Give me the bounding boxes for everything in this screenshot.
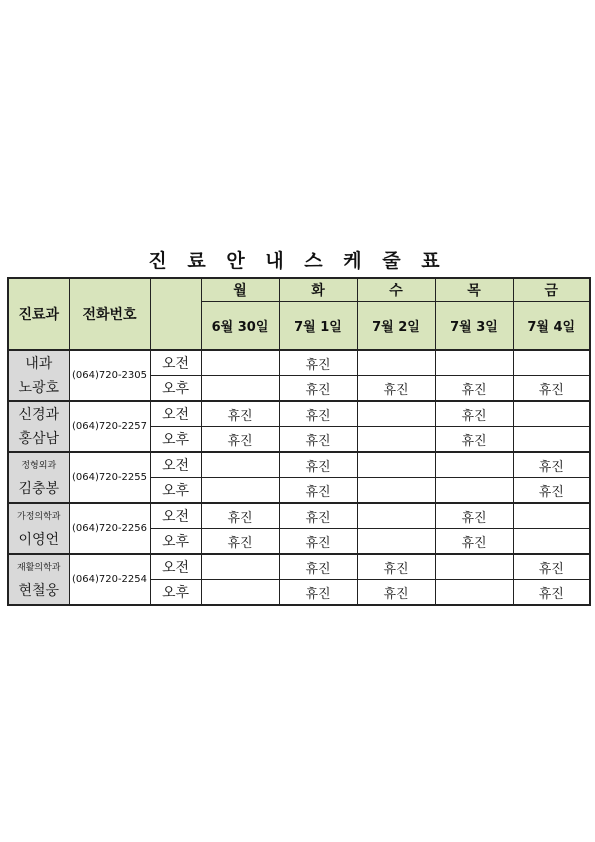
am-label: 오전 <box>150 401 201 427</box>
schedule-cell: 휴진 <box>357 554 435 580</box>
schedule-cell: 휴진 <box>279 376 357 402</box>
schedule-cell <box>513 427 590 453</box>
schedule-cell: 휴진 <box>279 350 357 376</box>
doctor-name: 홍삼남 <box>18 430 60 447</box>
schedule-cell <box>201 554 279 580</box>
header-day: 월 <box>201 278 279 302</box>
phone-number: (064)720-2257 <box>69 401 150 452</box>
am-label: 오전 <box>150 350 201 376</box>
header-day: 화 <box>279 278 357 302</box>
schedule-cell: 휴진 <box>279 427 357 453</box>
schedule-cell: 휴진 <box>435 529 513 555</box>
doctor-name: 노광호 <box>18 379 60 396</box>
table-row <box>8 401 590 427</box>
header-phone: 전화번호 <box>69 278 150 350</box>
schedule-cell <box>513 350 590 376</box>
schedule-cell <box>435 478 513 504</box>
schedule-cell <box>513 503 590 529</box>
schedule-cell: 휴진 <box>435 376 513 402</box>
schedule-cell: 휴진 <box>279 452 357 478</box>
phone-number: (064)720-2255 <box>69 452 150 503</box>
header-date: 7월 4일 <box>513 302 590 351</box>
schedule-cell: 휴진 <box>279 554 357 580</box>
schedule-cell <box>357 529 435 555</box>
doctor-cell <box>8 554 69 605</box>
doctor-name: 이영언 <box>18 531 60 548</box>
schedule-cell: 휴진 <box>279 401 357 427</box>
schedule-cell <box>357 350 435 376</box>
header-date: 7월 1일 <box>279 302 357 351</box>
am-label: 오전 <box>150 503 201 529</box>
schedule-cell <box>201 580 279 606</box>
doctor-cell <box>8 350 69 401</box>
schedule-cell <box>357 452 435 478</box>
header-day: 금 <box>513 278 590 302</box>
doctor-cell <box>8 452 69 503</box>
phone-number: (064)720-2305 <box>69 350 150 401</box>
schedule-cell <box>435 554 513 580</box>
header-date: 7월 3일 <box>435 302 513 351</box>
schedule-cell <box>201 478 279 504</box>
schedule-cell: 휴진 <box>435 427 513 453</box>
schedule-cell <box>513 401 590 427</box>
am-label: 오전 <box>150 452 201 478</box>
pm-label: 오후 <box>150 427 201 453</box>
schedule-cell: 휴진 <box>513 580 590 606</box>
schedule-cell <box>201 376 279 402</box>
header-dept: 진료과 <box>8 278 69 350</box>
doctor-cell <box>8 503 69 554</box>
schedule-cell: 휴진 <box>201 427 279 453</box>
schedule-cell <box>435 580 513 606</box>
pm-label: 오후 <box>150 376 201 402</box>
schedule-cell <box>201 452 279 478</box>
dept-label: 신경과 <box>18 406 60 423</box>
table-row <box>8 452 590 478</box>
schedule-cell <box>357 427 435 453</box>
dept-label: 재활의학과 <box>17 562 61 573</box>
table-row <box>8 350 590 376</box>
header-date: 6월 30일 <box>201 302 279 351</box>
schedule-cell: 휴진 <box>513 376 590 402</box>
schedule-cell: 휴진 <box>279 529 357 555</box>
header-day: 목 <box>435 278 513 302</box>
doctor-cell <box>8 401 69 452</box>
page-title: 진 료 안 내 스 케 줄 표 <box>148 250 447 272</box>
dept-label: 가정의학과 <box>17 511 61 522</box>
dept-label: 정형외과 <box>21 460 57 471</box>
schedule-cell: 휴진 <box>357 580 435 606</box>
doctor-name: 현철웅 <box>18 582 60 599</box>
table-row <box>8 503 590 529</box>
schedule-cell: 휴진 <box>513 452 590 478</box>
schedule-cell: 휴진 <box>513 554 590 580</box>
schedule-cell: 휴진 <box>435 401 513 427</box>
schedule-table <box>7 277 591 606</box>
schedule-cell: 휴진 <box>279 478 357 504</box>
schedule-cell <box>435 452 513 478</box>
pm-label: 오후 <box>150 478 201 504</box>
schedule-cell: 휴진 <box>513 478 590 504</box>
table-row <box>8 554 590 580</box>
phone-number: (064)720-2254 <box>69 554 150 605</box>
schedule-cell <box>513 529 590 555</box>
pm-label: 오후 <box>150 529 201 555</box>
header-date: 7월 2일 <box>357 302 435 351</box>
schedule-cell <box>357 503 435 529</box>
schedule-cell: 휴진 <box>201 529 279 555</box>
schedule-cell <box>435 350 513 376</box>
header-day: 수 <box>357 278 435 302</box>
schedule-cell <box>201 350 279 376</box>
phone-number: (064)720-2256 <box>69 503 150 554</box>
schedule-cell: 휴진 <box>201 503 279 529</box>
doctor-name: 김충봉 <box>18 480 60 497</box>
pm-label: 오후 <box>150 580 201 606</box>
dept-label: 내과 <box>25 355 53 372</box>
schedule-cell <box>357 478 435 504</box>
schedule-cell: 휴진 <box>279 503 357 529</box>
schedule-cell: 휴진 <box>435 503 513 529</box>
header-blank <box>150 278 201 350</box>
schedule-cell: 휴진 <box>201 401 279 427</box>
schedule-cell: 휴진 <box>357 376 435 402</box>
schedule-cell <box>357 401 435 427</box>
schedule-cell: 휴진 <box>279 580 357 606</box>
am-label: 오전 <box>150 554 201 580</box>
